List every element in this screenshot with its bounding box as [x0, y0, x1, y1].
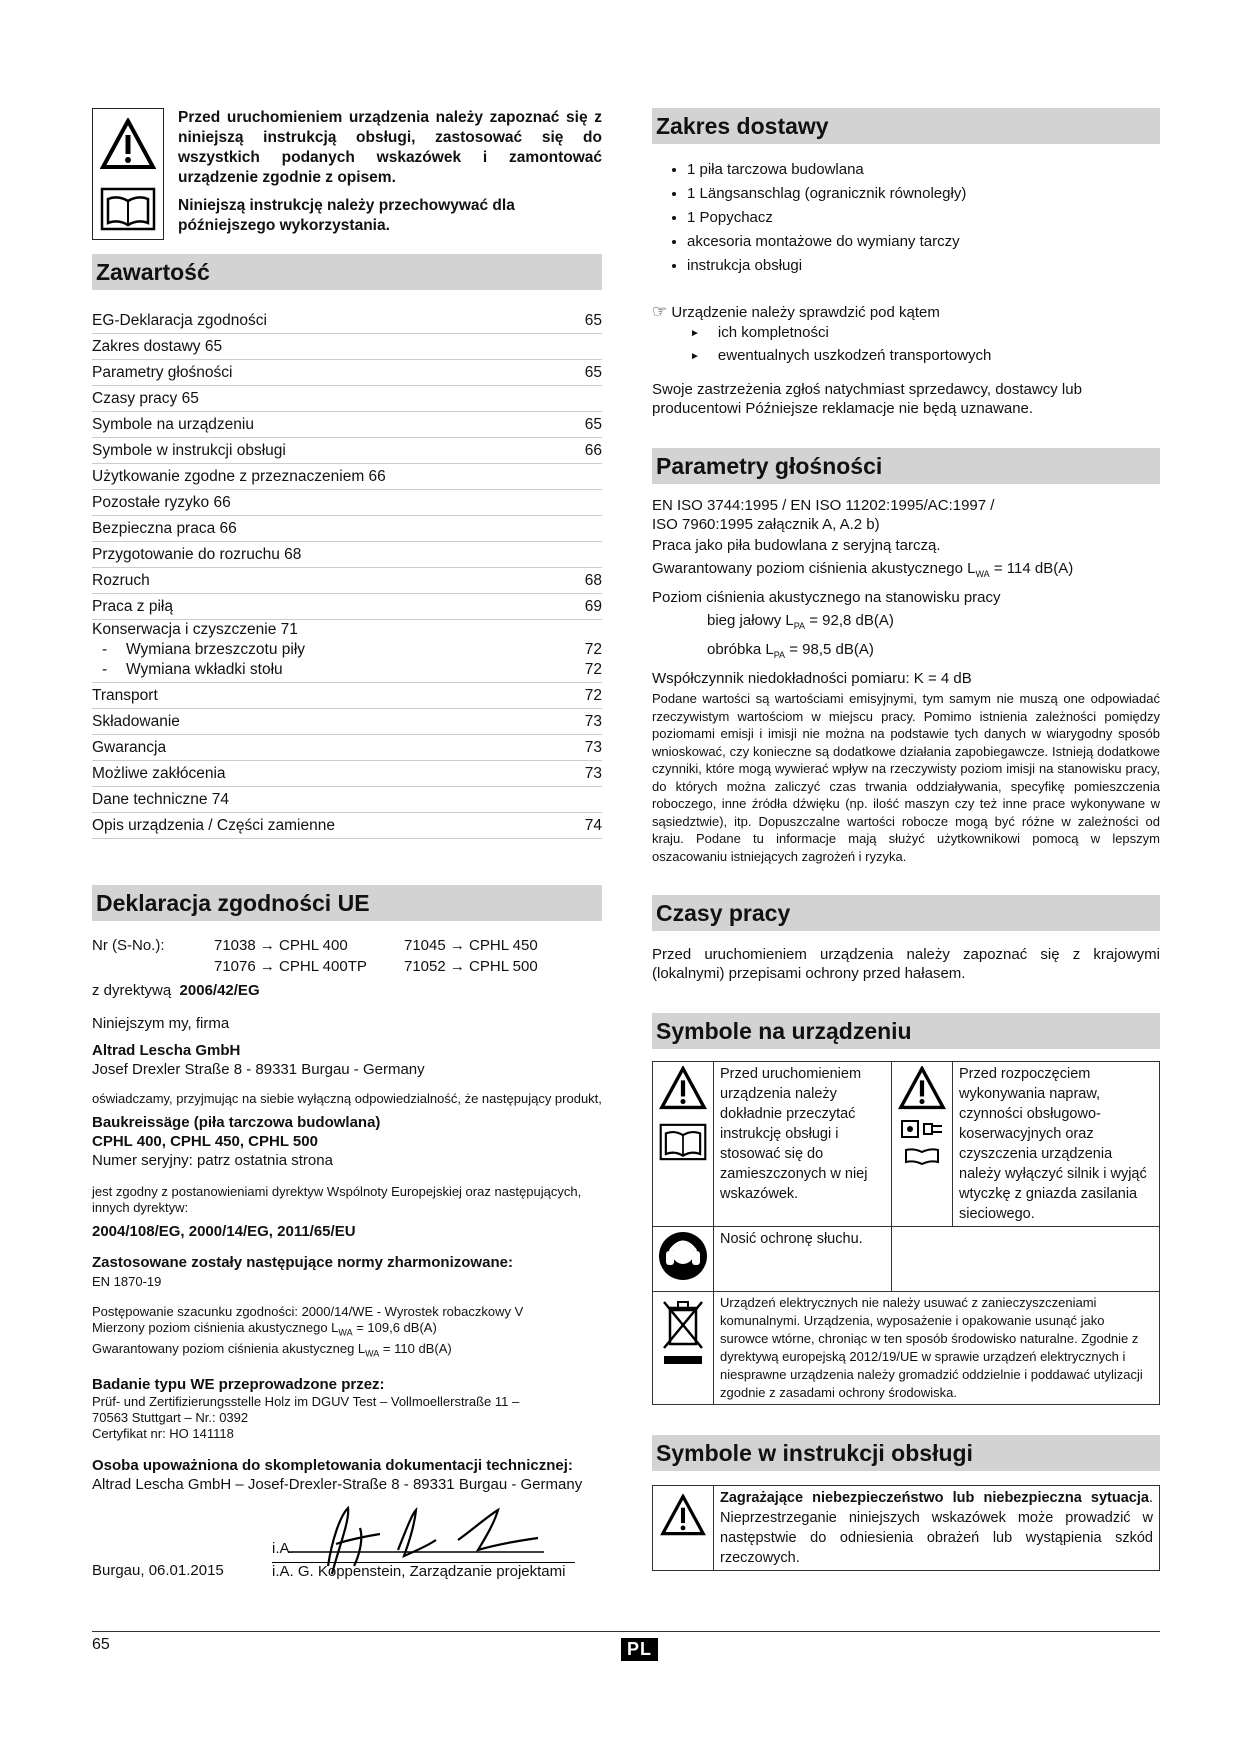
noise-params [652, 496, 1160, 690]
toc-row[interactable] [92, 464, 602, 490]
test-title: Badanie typu WE przeprowadzone przez: [92, 1376, 385, 1394]
toc-row[interactable] [92, 542, 602, 568]
manual-book-icon [100, 187, 156, 231]
model-number: 71038 → CPHL 400 [214, 937, 348, 954]
toc-entry: Bezpieczna praca 66 [92, 516, 562, 542]
signature-area [92, 1500, 602, 1580]
product-name: Baukreissäge (piła tarczowa budowlana) [92, 1114, 381, 1131]
weee-bin-icon [660, 1296, 706, 1368]
authorized-title: Osoba upoważniona do skompletowania dokumentacji technicznej: [92, 1457, 573, 1475]
toc-page: 73 [562, 709, 602, 735]
toc-page [562, 490, 602, 516]
noise-processing: obróbka $L_{PA} = 98,5$ dB(A) [707, 641, 874, 660]
noise-info: Podane wartości są wartościami emisyjnymi, tym samym nie muszą one odpowiadać rzeczywistym wartościom w miejscu pracy. Pomimo istnienia zależności pomiędzy poziomami emisji i imisji nie można na podstawie tych danych w wiarygodny sposób wnioskować, czy konieczne są dodatkowe działania zapobiegawcze. Istnieją dodatkowe czynniki, które mogą wywierać wpływ na rzeczywisty poziom imisji na stanowisku pracy, do których można zaliczyć czas trwania oddziaływania, specyfikę pomieszczenia roboczego, inne źródła dźwięku (np. ilość maszyn czy też inne prace wykonywane w sąsiedztwie), itp. Dopuszczalne wartości robocze mogą być różne w zależności od kraju. Podane tu informacje mają służyć użytkownikowi pomocą w lepszym oszacowaniu istniejących zagrożeń i ryzyka. [652, 691, 1160, 864]
toc-entry: Użytkowanie zgodne z przeznaczeniem 66 [92, 464, 562, 490]
toc-table [92, 308, 602, 839]
toc-page [562, 787, 602, 813]
noise-title: Parametry głośności [652, 448, 1160, 484]
left-column [92, 108, 602, 1580]
toc-row[interactable] [92, 660, 602, 683]
claims-text: Swoje zastrzeżenia zgłoś natychmiast sprzedawcy, dostawcy lub producentowi Późniejsze reklamacje nie będą uznawane. [652, 381, 1082, 417]
list-item: • 1 piła tarczowa budowlana [687, 158, 1160, 182]
times-text: Przed uruchomieniem urządzenia należy zapoznać się z krajowymi (lokalnymi) przepisami ochrony przed hałasem. [652, 946, 1160, 982]
check-text-line [652, 302, 1160, 322]
warning-text-2: Niniejszą instrukcję należy przechowywać dla późniejszego wykorzystania. [178, 197, 515, 234]
symbol-ear-protection-text: Nosić ochronę słuchu. [714, 1227, 892, 1292]
serial-number: Numer seryjny: patrz ostatnia strona [92, 1152, 333, 1169]
page-number: 65 [92, 1636, 110, 1653]
warning-triangle-icon [660, 1494, 706, 1536]
toc-page: 66 [562, 438, 602, 464]
norms-title: Zastosowane zostały następujące normy zharmonizowane: [92, 1254, 513, 1271]
toc-page: 65 [562, 308, 602, 334]
model-number: 71076 → CPHL 400TP [214, 958, 367, 975]
toc-entry: - Wymiana brzeszczotu piły [102, 641, 306, 658]
toc-row[interactable] [92, 438, 602, 464]
list-item: • 1 Längsanschlag (ogranicznik równoległy) [687, 182, 1160, 206]
warning-icons [92, 108, 164, 240]
toc-entry: Składowanie [92, 709, 562, 735]
directive-line: z dyrektywą 2006/42/EG [92, 982, 260, 999]
ear-protection-icon [658, 1231, 708, 1281]
manual-symbols-table [652, 1485, 1160, 1571]
toc-entry: Symbole w instrukcji obsługi [92, 438, 562, 464]
toc-entry: Dane techniczne 74 [92, 787, 562, 813]
signer: i.A. G. Koppenstein, Zarządzanie projektami [272, 1562, 575, 1580]
warning-text-1: Przed uruchomieniem urządzenia należy zapoznać się z niniejszą instrukcją obsługi, zastosować się do wszystkich podanych wskazówek i zamontować urządzenie zgodnie z opisem. [178, 109, 602, 186]
toc-title: Zawartość [92, 254, 602, 290]
toc-row[interactable] [92, 594, 602, 620]
toc-row[interactable] [92, 735, 602, 761]
warning-triangle-icon [100, 118, 156, 170]
list-item: ► ewentualnych uszkodzeń transportowych [690, 345, 1160, 368]
norms: EN 1870-19 [92, 1274, 162, 1289]
procedure-line: Postępowanie szacunku zgodności: 2000/14/WE - Wyrostek robaczkowy V [92, 1304, 524, 1319]
model-numbers [92, 935, 602, 977]
noise-mode: Praca jako piła budowlana z seryjną tarczą. [652, 537, 941, 554]
check-list [652, 322, 1160, 368]
toc-row[interactable] [92, 516, 602, 542]
declaration-statement: oświadczamy, przyjmując na siebie wyłączną odpowiedzialność, że następujący produkt, [92, 1091, 602, 1106]
directives-list: 2004/108/EG, 2000/14/EG, 2011/65/EU [92, 1223, 356, 1240]
toc-page: 68 [562, 568, 602, 594]
toc-page: 73 [562, 761, 602, 787]
toc-row[interactable] [92, 761, 602, 787]
noise-idle: bieg jałowy $L_{PA} = 92,8$ dB(A) [707, 612, 894, 631]
authorized-text: Altrad Lescha GmbH – Josef-Drexler-Straße 8 - 89331 Burgau - Germany [92, 1476, 583, 1494]
toc-row[interactable] [92, 360, 602, 386]
toc-entry: Zakres dostawy 65 [92, 334, 562, 360]
toc-row[interactable] [92, 568, 602, 594]
noise-workplace: Poziom ciśnienia akustycznego na stanowisku pracy [652, 589, 1001, 606]
warning-triangle-icon [898, 1066, 946, 1110]
toc-page: 65 [562, 360, 602, 386]
toc-entry: EG-Deklaracja zgodności [92, 308, 562, 334]
toc-row[interactable] [92, 412, 602, 438]
symbols-title: Symbole na urządzeniu [652, 1013, 1160, 1049]
toc-page: 74 [562, 813, 602, 839]
firm-name: Altrad Lescha GmbH [92, 1042, 241, 1059]
toc-row[interactable] [92, 640, 602, 660]
manual-warning-text: Zagrażające niebezpieczeństwo lub niebezpieczna sytuacja. Nieprzestrzeganie niniejszych wskazówek może prowadzić w następstwie do odniesienia obrażeń lub wystąpienia szkód rzeczowych. [714, 1486, 1160, 1571]
device-symbols-table [652, 1061, 1160, 1405]
symbol-unplug-text: Przed rozpoczęciem wykonywania napraw, czynności obsługowo-koserwacyjnych oraz czyszczenia urządzenia należy wyłączyć silnik i wyjąć wtyczkę z gniazda zasilania sieciowego. [953, 1062, 1160, 1227]
toc-row[interactable] [92, 683, 602, 709]
certificate-number: Certyfikat nr: HO 141118 [92, 1426, 234, 1442]
toc-row[interactable] [92, 787, 602, 813]
toc-entry: Możliwe zakłócenia [92, 761, 562, 787]
language-badge: PL [621, 1638, 658, 1661]
toc-entry: Transport [92, 683, 562, 709]
unplug-icon [900, 1118, 944, 1140]
warning-box [92, 108, 602, 240]
toc-entry: Czasy pracy 65 [92, 386, 562, 412]
noise-standard-2: ISO 7960:1995 załącznik A, A.2 b) [652, 516, 880, 533]
ia-label: i.A. [272, 1540, 294, 1558]
list-item: • 1 Popychacz [687, 206, 1160, 230]
toc-entry: Przygotowanie do rozruchu 68 [92, 542, 562, 568]
warning-triangle-icon [659, 1066, 707, 1110]
toc-page [562, 464, 602, 490]
noise-guaranteed: Gwarantowany poziom ciśnienia akustycznego $L_{WA} = 114$ dB(A) [652, 560, 1074, 579]
toc-row[interactable] [92, 334, 602, 360]
symbol-weee-text: Urządzeń elektrycznych nie należy usuwać z zanieczyszczeniami komunalnymi. Urządzenia, wyposażenie i opakowanie usunąć jako surowce wtórne, chroniąc w ten sposób środowisko naturalne. Zgodnie z dyrektywą europejską 2012/19/UE w sprawie urządzeń elektrycznych i niesprawne urządzenia należy gromadzić oddzielnie i poddawać utylizacji zgodnie z zasadami ochrony środowiska. [714, 1292, 1160, 1405]
manual-book-icon [902, 1146, 942, 1166]
toc-page [562, 542, 602, 568]
toc-entry: Konserwacja i czyszczenie 71 [92, 621, 298, 638]
pointing-hand-icon: ☞ [652, 302, 668, 321]
times-title: Czasy pracy [652, 895, 1160, 931]
delivery-title: Zakres dostawy [652, 108, 1160, 144]
test-address: 70563 Stuttgart – Nr.: 0392 [92, 1410, 249, 1426]
toc-page [562, 334, 602, 360]
toc-entry: Pozostałe ryzyko 66 [92, 490, 562, 516]
toc-row[interactable] [92, 620, 602, 641]
toc-entry: Parametry głośności [92, 360, 562, 386]
toc-entry: Symbole na urządzeniu [92, 412, 562, 438]
toc-row[interactable] [92, 490, 602, 516]
toc-entry: - Wymiana wkładki stołu [92, 660, 562, 683]
footer-divider [92, 1631, 1160, 1632]
model-number: 71045 → CPHL 450 [404, 937, 538, 954]
toc-entry: Rozruch [92, 568, 562, 594]
toc-page: 69 [562, 594, 602, 620]
toc-row[interactable] [92, 709, 602, 735]
toc-row[interactable] [92, 813, 602, 839]
toc-page: 73 [562, 735, 602, 761]
conformity-text: jest zgodny z postanowieniami dyrektyw Wspólnoty Europejskiej oraz następujących, innych dyrektyw: [92, 1184, 582, 1215]
manual-symbols-title: Symbole w instrukcji obsługi [652, 1435, 1160, 1471]
toc-page: 72 [562, 660, 602, 683]
test-body: Prüf- und Zertifizierungsstelle Holz im DGUV Test – Vollmoellerstraße 11 – [92, 1394, 520, 1410]
toc-row[interactable] [92, 308, 602, 334]
delivery-list [652, 158, 1160, 278]
model-number: 71052 → CPHL 500 [404, 958, 538, 975]
guaranteed-level: Gwarantowany poziom ciśnienia akustyczneg $L_{WA} = 110$ dB(A) [92, 1340, 452, 1359]
toc-page [562, 516, 602, 542]
list-item: • akcesoria montażowe do wymiany tarczy [687, 230, 1160, 254]
toc-page [562, 386, 602, 412]
product-models: CPHL 400, CPHL 450, CPHL 500 [92, 1133, 318, 1150]
list-item: ► ich kompletności [690, 322, 1160, 345]
toc-page [562, 620, 602, 641]
toc-page: 72 [562, 683, 602, 709]
toc-entry: Opis urządzenia / Części zamienne [92, 813, 562, 839]
firm-address: Josef Drexler Straße 8 - 89331 Burgau - Germany [92, 1061, 425, 1078]
firm-intro: Niniejszym my, firma [92, 1015, 230, 1032]
measured-level: Mierzony poziom ciśnienia akustycznego $L_{WA} = 109,6$ dB(A) [92, 1320, 437, 1338]
toc-row[interactable] [92, 386, 602, 412]
symbol-read-manual-text: Przed uruchomieniem urządzenia należy dokładnie przeczytać instrukcję obsługi i stosować się do zamieszczonych w niej wskazówek. [714, 1062, 892, 1227]
noise-uncertainty: Współczynnik niedokładności pomiaru: K = 4 dB [652, 670, 972, 687]
list-item: • instrukcja obsługi [687, 254, 1160, 278]
toc-entry: Gwarancja [92, 735, 562, 761]
check-text: Urządzenie należy sprawdzić pod kątem [671, 304, 940, 321]
place-date: Burgau, 06.01.2015 [92, 1562, 224, 1580]
toc-page: 65 [562, 412, 602, 438]
noise-standard: EN ISO 3744:1995 / EN ISO 11202:1995/AC:1997 / [652, 497, 995, 514]
toc-page: 72 [584, 641, 602, 658]
nr-label: Nr (S-No.): [92, 937, 165, 954]
toc-entry: Praca z piłą [92, 594, 562, 620]
right-column [652, 108, 1160, 1571]
declaration-title: Deklaracja zgodności UE [92, 885, 602, 921]
manual-book-icon [659, 1122, 707, 1162]
